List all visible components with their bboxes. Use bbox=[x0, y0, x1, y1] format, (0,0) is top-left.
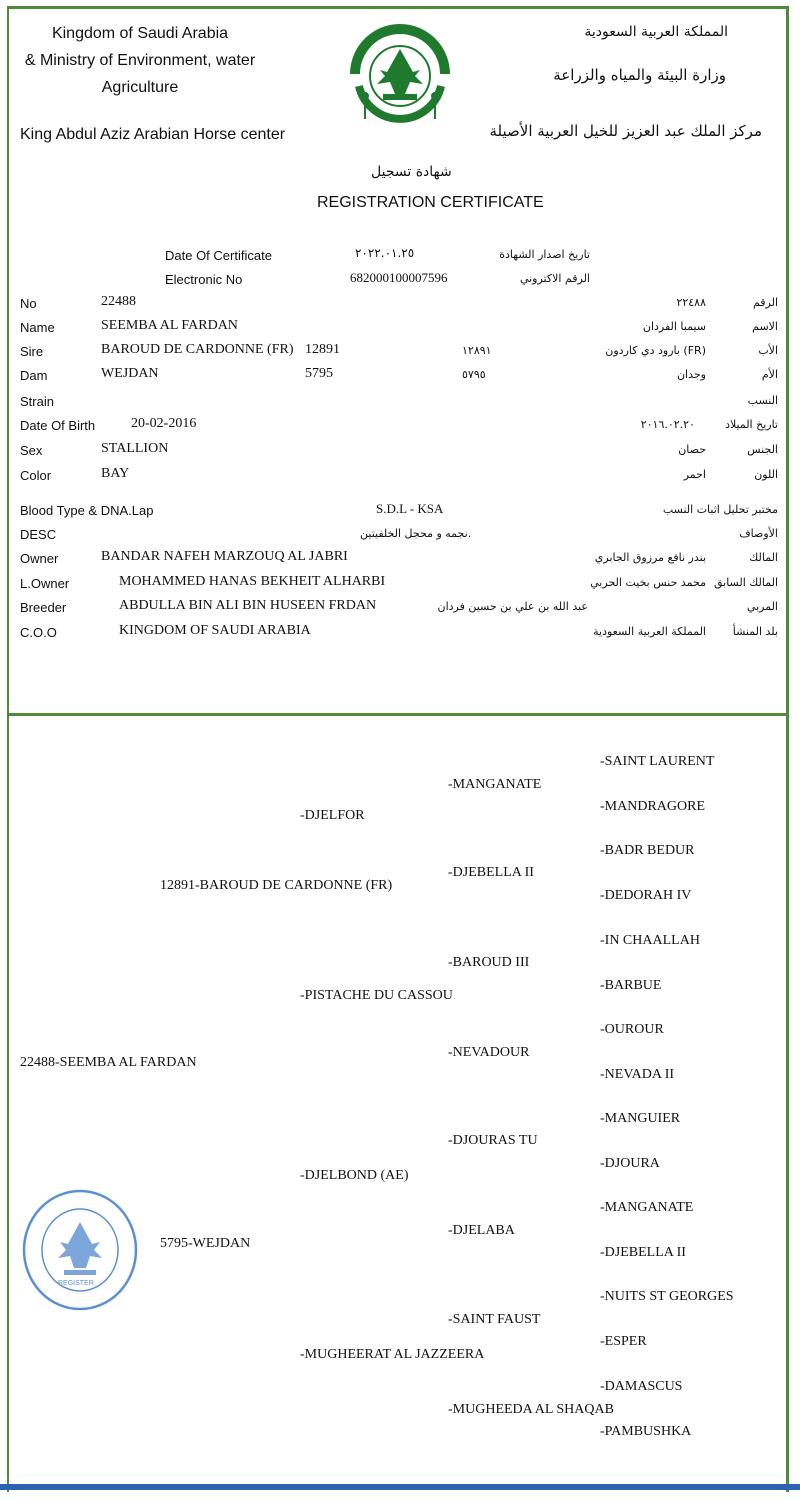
pedigree-gen3: -NEVADOUR bbox=[448, 1045, 530, 1060]
pedigree-gen4: -IN CHAALLAH bbox=[600, 933, 700, 948]
blood-label: Blood Type & DNA.Lap bbox=[20, 503, 154, 518]
owner-value: BANDAR NAFEH MARZOUQ AL JABRI bbox=[101, 549, 348, 564]
breeder-value: ABDULLA BIN ALI BIN HUSEEN FRDAN bbox=[119, 598, 377, 613]
pedigree-gen4: -MANGANATE bbox=[600, 1200, 694, 1215]
breeder-label: Breeder bbox=[20, 600, 67, 615]
no-value: 22488 bbox=[101, 294, 136, 309]
ministry-logo bbox=[345, 14, 455, 124]
lowner-value-ar: محمد حنس بخيت الحربي bbox=[590, 576, 706, 589]
sex-label-ar: الجنس bbox=[747, 443, 778, 456]
coo-value-ar: المملكة العربية السعودية bbox=[593, 625, 706, 638]
no-value-ar: ٢٢٤٨٨ bbox=[676, 296, 706, 309]
pedigree-gen4: -MANGUIER bbox=[600, 1111, 681, 1126]
pedigree-gen2: -MUGHEERAT AL JAZZEERA bbox=[300, 1347, 485, 1362]
dob-value-ar: ٢٠١٦.٠٢.٢٠ bbox=[640, 418, 695, 431]
color-value: BAY bbox=[101, 466, 130, 481]
electronic-label-ar: الرقم الاكتروني bbox=[519, 272, 590, 285]
bottom-bar bbox=[0, 1484, 800, 1490]
header-en-center: King Abdul Aziz Arabian Horse center bbox=[20, 126, 286, 143]
sex-label: Sex bbox=[20, 443, 43, 458]
dam-number-ar: ٥٧٩٥ bbox=[462, 368, 486, 381]
sex-value: STALLION bbox=[101, 441, 169, 456]
owner-value-ar: بندر نافع مرزوق الجابري bbox=[594, 551, 706, 564]
coo-label: C.O.O bbox=[20, 625, 57, 640]
date-label-ar: تاريخ اصدار الشهادة bbox=[499, 248, 590, 261]
pedigree-gen4: -MANDRAGORE bbox=[600, 799, 705, 814]
section-divider bbox=[7, 713, 789, 716]
blood-label-ar: مختبر تحليل اثبات النسب bbox=[662, 503, 778, 516]
pedigree-gen4: -DJEBELLA II bbox=[600, 1245, 686, 1260]
date-label: Date Of Certificate bbox=[165, 248, 272, 263]
date-value: ٢٠٢٢.٠١.٢٥ bbox=[355, 246, 415, 260]
header-ar-line1: المملكة العربية السعودية bbox=[584, 24, 728, 40]
dam-label-ar: الأم bbox=[761, 368, 778, 381]
pedigree-gen4: -PAMBUSHKA bbox=[600, 1424, 692, 1439]
coo-value: KINGDOM OF SAUDI ARABIA bbox=[119, 623, 311, 638]
color-value-ar: احمر bbox=[683, 468, 706, 481]
registration-stamp bbox=[20, 1188, 140, 1312]
pedigree-gen4: -DAMASCUS bbox=[600, 1379, 683, 1394]
coo-label-ar: بلد المنشأ bbox=[732, 625, 778, 638]
pedigree-gen4: -NUITS ST GEORGES bbox=[600, 1289, 734, 1304]
pedigree-gen4: -OUROUR bbox=[600, 1022, 664, 1037]
lowner-value: MOHAMMED HANAS BEKHEIT ALHARBI bbox=[119, 574, 386, 589]
dam-number: 5795 bbox=[305, 366, 333, 381]
sire-label: Sire bbox=[20, 344, 44, 359]
sex-value-ar: حصان bbox=[678, 443, 706, 456]
desc-value-ar: .نجمه و محجل الخلفيتين bbox=[360, 527, 472, 540]
dob-value: 20-02-2016 bbox=[131, 416, 197, 431]
pedigree-sire: 12891-BAROUD DE CARDONNE (FR) bbox=[160, 878, 393, 893]
pedigree-gen4: -NEVADA II bbox=[600, 1067, 675, 1082]
sire-number: 12891 bbox=[305, 342, 340, 357]
pedigree-gen2: -DJELBOND (AE) bbox=[300, 1168, 409, 1183]
name-label: Name bbox=[20, 320, 55, 335]
pedigree-gen3: -DJOURAS TU bbox=[448, 1133, 538, 1148]
strain-label: Strain bbox=[20, 394, 54, 409]
sire-value-ar: (FR) بارود دي كاردون bbox=[605, 344, 706, 357]
header-english bbox=[20, 20, 260, 101]
desc-label-ar: الأوصاف bbox=[739, 527, 778, 540]
electronic-value: 682000100007596 bbox=[350, 270, 448, 285]
no-label-ar: الرقم bbox=[752, 296, 778, 309]
color-label: Color bbox=[20, 468, 52, 483]
name-value: SEEMBA AL FARDAN bbox=[101, 318, 238, 333]
header-ar-line2: وزارة البيئة والمياه والزراعة bbox=[553, 66, 726, 84]
sire-value: BAROUD DE CARDONNE (FR) bbox=[101, 342, 294, 357]
header-en-line2: & Ministry of Environment, water bbox=[24, 52, 256, 69]
electronic-label: Electronic No bbox=[165, 272, 243, 287]
breeder-label-ar: المربي bbox=[746, 600, 778, 613]
pedigree-gen4: -BARBUE bbox=[600, 978, 662, 993]
pedigree-gen3: -MUGHEEDA AL SHAQAB bbox=[448, 1402, 614, 1417]
stamp-register-text: REGISTER bbox=[58, 1280, 94, 1287]
pedigree-gen4: -DEDORAH IV bbox=[600, 888, 692, 903]
dam-label: Dam bbox=[20, 368, 48, 383]
title-arabic: شهادة تسجيل bbox=[371, 164, 452, 180]
pedigree-gen4: -ESPER bbox=[600, 1334, 647, 1349]
pedigree-gen4: -SAINT LAURENT bbox=[600, 754, 715, 769]
header-en-line1: Kingdom of Saudi Arabia bbox=[51, 25, 229, 42]
strain-label-ar: النسب bbox=[747, 394, 778, 407]
sire-label-ar: الأب bbox=[758, 344, 778, 357]
dam-value: WEJDAN bbox=[101, 366, 159, 381]
lowner-label-ar: المالك السابق bbox=[713, 576, 778, 589]
breeder-value-ar: عبد الله بن علي بن حسين فردان bbox=[437, 600, 588, 613]
pedigree-dam: 5795-WEJDAN bbox=[160, 1236, 251, 1251]
pedigree-subject: 22488-SEEMBA AL FARDAN bbox=[20, 1055, 197, 1070]
pedigree-gen3: -MANGANATE bbox=[448, 777, 542, 792]
no-label: No bbox=[20, 296, 37, 311]
dob-label-ar: تاريخ الميلاد bbox=[725, 418, 778, 431]
color-label-ar: اللون bbox=[754, 468, 778, 481]
pedigree-gen3: -DJELABA bbox=[448, 1223, 515, 1238]
name-value-ar: سيمبا الفردان bbox=[642, 320, 706, 333]
pedigree-gen4: -DJOURA bbox=[600, 1156, 660, 1171]
lowner-label: L.Owner bbox=[20, 576, 70, 591]
pedigree-gen3: -SAINT FAUST bbox=[448, 1312, 541, 1327]
name-label-ar: الاسم bbox=[752, 320, 778, 333]
pedigree-gen2: -PISTACHE DU CASSOU bbox=[300, 988, 453, 1003]
desc-label: DESC bbox=[20, 527, 57, 542]
sire-number-ar: ١٢٨٩١ bbox=[462, 344, 492, 357]
title-english: REGISTRATION CERTIFICATE bbox=[317, 194, 544, 211]
pedigree-gen3: -DJEBELLA II bbox=[448, 865, 534, 880]
header-ar-center: مركز الملك عبد العزيز للخيل العربية الأصيلة bbox=[489, 122, 762, 140]
pedigree-gen2: -DJELFOR bbox=[300, 808, 365, 823]
dob-label: Date Of Birth bbox=[20, 418, 96, 433]
dam-value-ar: وجدان bbox=[676, 368, 706, 381]
owner-label: Owner bbox=[20, 551, 59, 566]
pedigree-gen4: -BADR BEDUR bbox=[600, 843, 695, 858]
blood-value: S.D.L - KSA bbox=[376, 501, 444, 516]
owner-label-ar: المالك bbox=[749, 551, 778, 564]
pedigree-gen3: -BAROUD III bbox=[448, 955, 530, 970]
header-en-line3: Agriculture bbox=[101, 79, 179, 96]
